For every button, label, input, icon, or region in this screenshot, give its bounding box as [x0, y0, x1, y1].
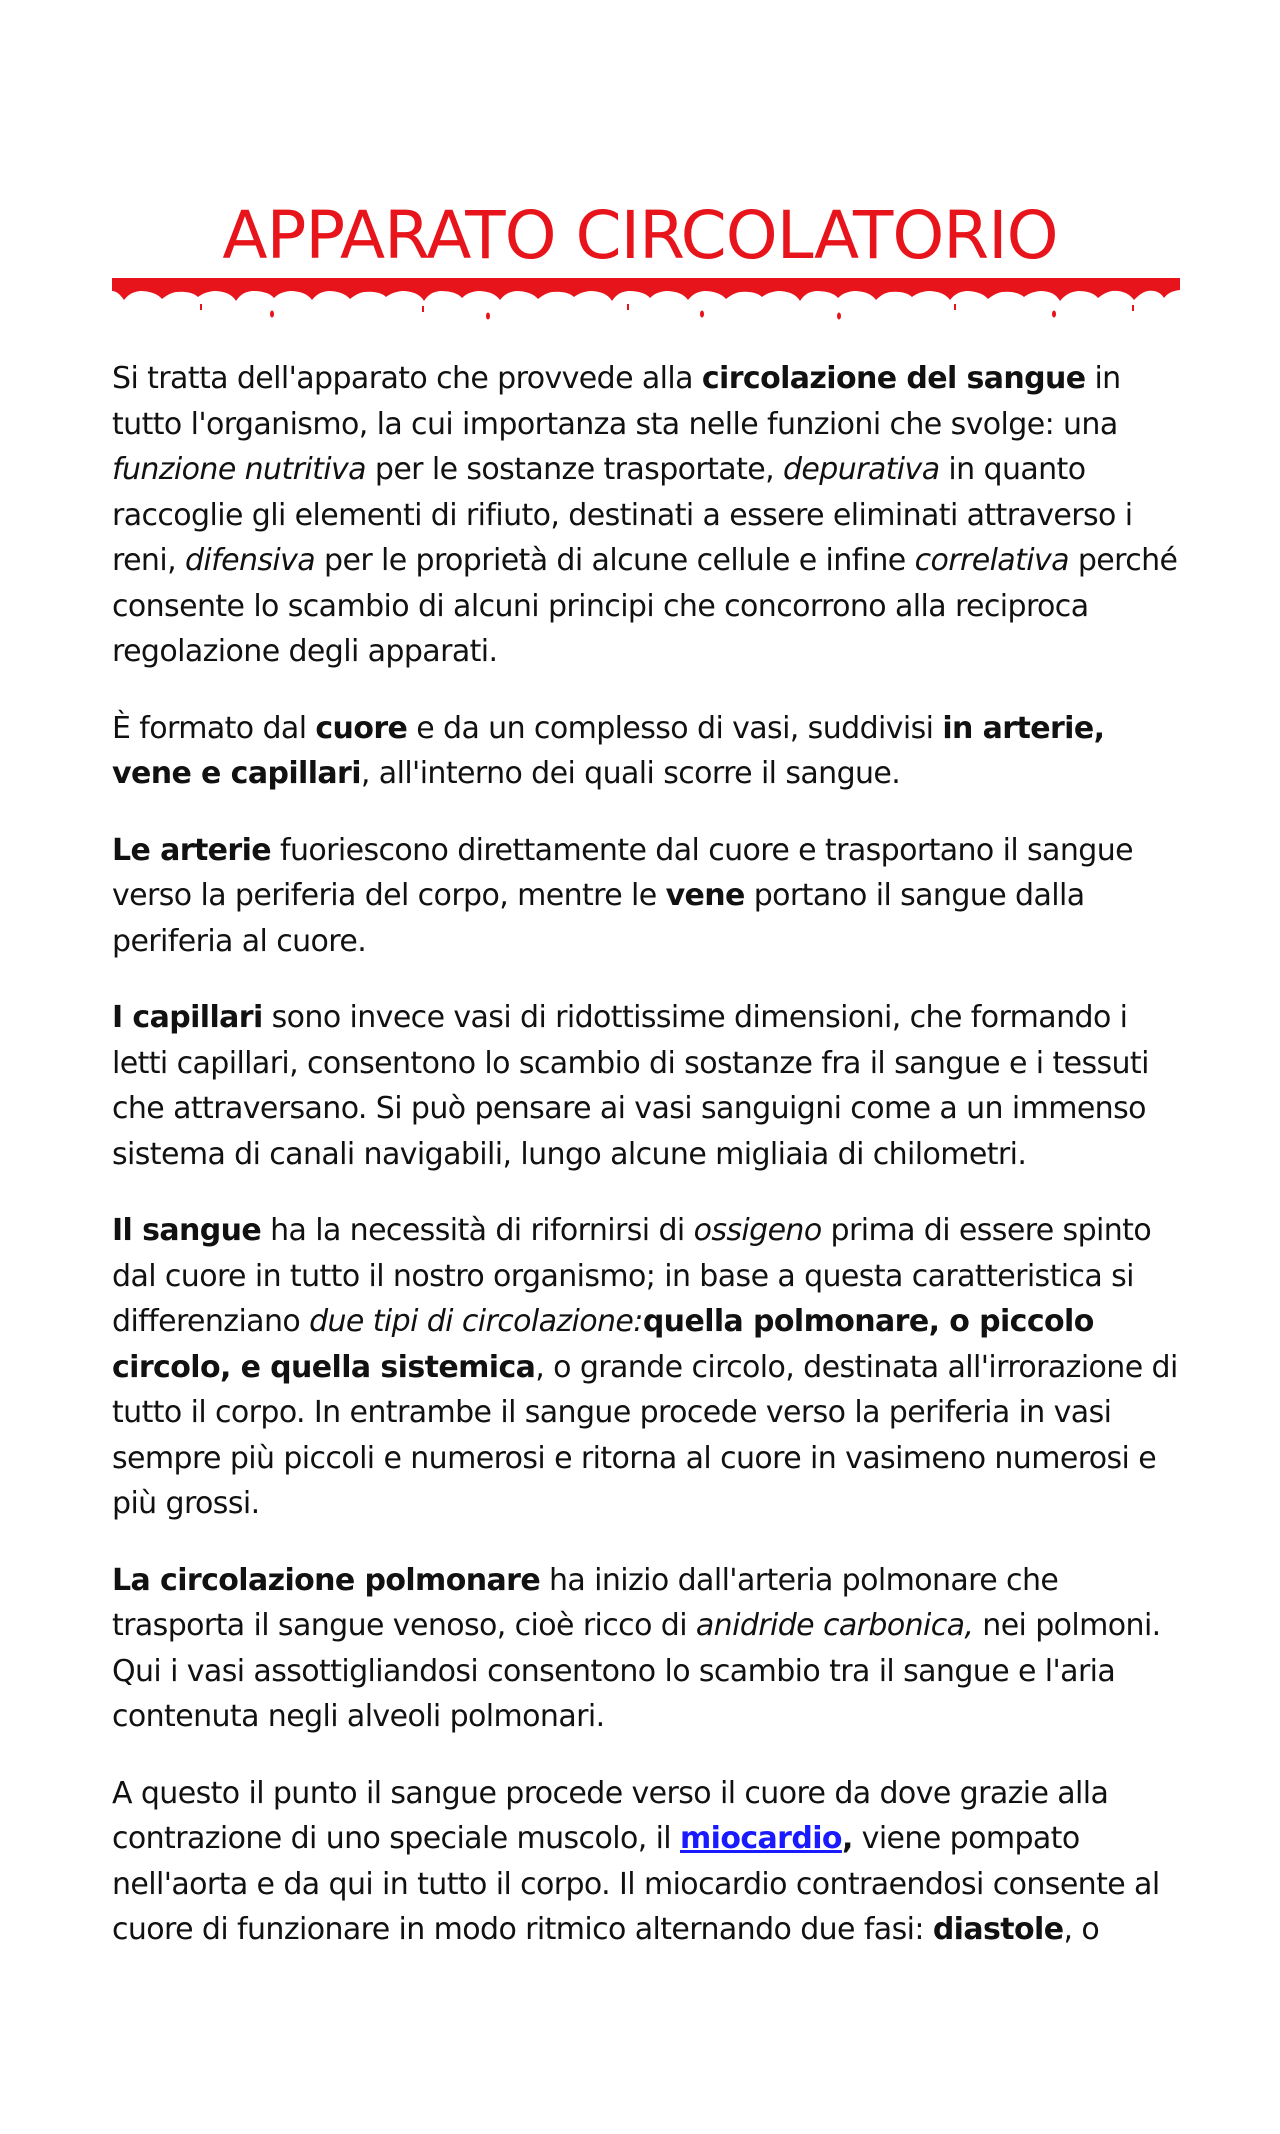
- blood-drip-divider: [112, 276, 1180, 326]
- italic-term: due tipi di circolazione:: [309, 1304, 643, 1339]
- bold-comma: ,: [841, 1821, 853, 1856]
- paragraph-intro: [112, 356, 1180, 675]
- italic-term: depurativa: [782, 452, 940, 487]
- text: per le sostanze trasportate,: [365, 452, 783, 487]
- text: sono invece vasi di ridottissime dimensioni, che formando i letti capillari, consentono lo scambio di sostanze fra il sangue e i tessuti che attraversano. Si può pensare ai vasi sanguigni come a un immenso sistema di canali navigabili, lungo alcune migliaia di chilometri.: [112, 1000, 1149, 1172]
- paragraph-composition: [112, 706, 1180, 797]
- text: fuoriescono direttamente dal cuore e trasportano il sangue verso la periferia del corpo, mentre le: [112, 832, 1133, 913]
- text: in quanto raccoglie gli elementi di rifiuto, destinati a essere eliminati attraverso i reni,: [112, 452, 1133, 578]
- text: in tutto l'organismo, la cui importanza sta nelle funzioni che svolge: una: [112, 361, 1121, 442]
- text: È formato dal: [112, 710, 316, 746]
- paragraph-myocardium: [112, 1771, 1180, 1953]
- text: , o grande circolo, destinata all'irrorazione di tutto il corpo. In entrambe il sangue procede verso la periferia in vasi sempre più piccoli e numerosi e ritorna al cuore in vasimeno numerosi e più grossi.: [112, 1349, 1178, 1521]
- italic-term: ossigeno: [693, 1213, 822, 1248]
- text: Si tratta dell'apparato che provvede alla: [112, 361, 702, 396]
- paragraph-arteries: [112, 828, 1180, 965]
- bold-term: vene: [665, 878, 745, 913]
- text: ha inizio dall'arteria polmonare che trasporta il sangue venoso, cioè ricco di: [112, 1562, 1059, 1643]
- bold-term: Le arterie: [112, 832, 272, 868]
- bold-term: La circolazione polmonare: [112, 1562, 541, 1598]
- text: A questo il punto il sangue procede verso il cuore da dove grazie alla contrazione di uno speciale muscolo, il: [112, 1775, 1109, 1856]
- bold-term: diastole: [932, 1912, 1064, 1947]
- bold-term: circolazione del sangue: [701, 361, 1086, 396]
- paragraph-blood: [112, 1208, 1180, 1527]
- text: , all'interno dei quali scorre il sangue.: [360, 756, 901, 791]
- italic-term: anidride carbonica,: [695, 1608, 974, 1643]
- text: portano il sangue dalla periferia al cuore.: [112, 878, 1085, 959]
- text: nei polmoni. Qui i vasi assottigliandosi consentono lo scambio tra il sangue e l'aria contenuta negli alveoli polmonari.: [112, 1608, 1161, 1734]
- text: prima di essere spinto dal cuore in tutto il nostro organismo; in base a questa caratteristica si differenziano: [112, 1213, 1152, 1339]
- text: e da un complesso di vasi, suddivisi: [407, 710, 943, 746]
- text: viene pompato nell'aorta e da qui in tutto il corpo. Il miocardio contraendosi consente al cuore di funzionare in modo ritmico alternando due fasi:: [112, 1821, 1160, 1947]
- italic-term: funzione nutritiva: [112, 452, 366, 487]
- bold-term: Il sangue: [112, 1213, 262, 1248]
- text: perché consente lo scambio di alcuni principi che concorrono alla reciproca regolazione degli apparati.: [112, 543, 1178, 669]
- paragraph-pulmonary: [112, 1558, 1180, 1740]
- text: per le proprietà di alcune cellule e infine: [315, 543, 915, 578]
- paragraph-capillaries: [112, 995, 1180, 1177]
- bold-term: I capillari: [112, 1000, 263, 1035]
- miocardio-link[interactable]: miocardio: [679, 1821, 842, 1856]
- text: ha la necessità di rifornirsi di: [261, 1213, 694, 1248]
- bold-term: quella polmonare, o piccolo circolo, e quella sistemica: [112, 1304, 1094, 1385]
- page-title: APPARATO CIRCOLATORIO: [222, 197, 1058, 274]
- italic-term: correlativa: [914, 543, 1069, 578]
- bold-term: in arterie, vene e capillari: [112, 710, 1105, 791]
- article-body: [112, 356, 1180, 1984]
- text: , o: [1063, 1912, 1100, 1947]
- bold-term: cuore: [315, 710, 408, 746]
- italic-term: difensiva: [184, 543, 316, 578]
